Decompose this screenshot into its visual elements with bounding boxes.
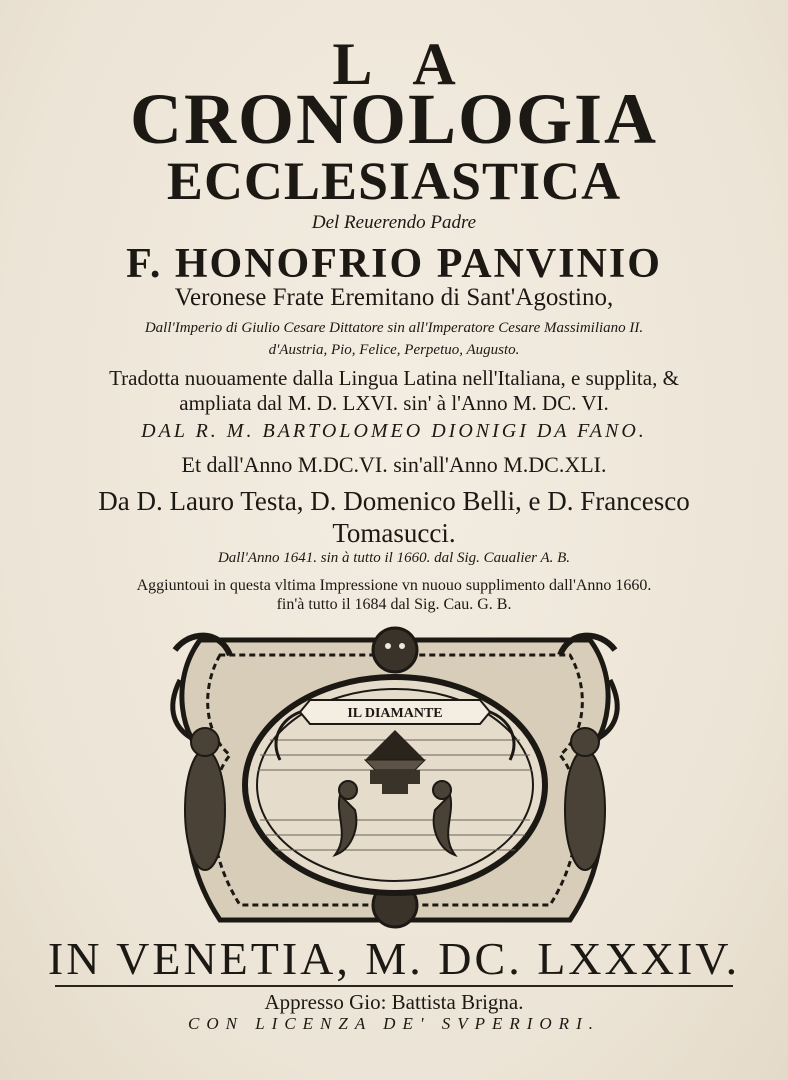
translator-line: DAL R. M. BARTOLOMEO DIONIGI DA FANO.: [141, 420, 647, 442]
imprint-rule: [55, 985, 733, 987]
translation-line-1: Tradotta nuouamente dalla Lingua Latina nell'Italiana, e supplita, &: [109, 366, 679, 390]
author-intro: Del Reuerendo Padre: [311, 212, 477, 233]
continuation-line: Et dall'Anno M.DC.VI. sin'all'Anno M.DC.XLI.: [181, 452, 607, 477]
title-la: LA: [332, 31, 496, 97]
title-cronologia: CRONOLOGIA: [129, 79, 659, 159]
device-motto: IL DIAMANTE: [347, 706, 443, 721]
imprint-license: CON LICENZA DE' SVPERIORI.: [188, 1014, 600, 1033]
translation-line-2: ampliata dal M. D. LXVI. sin' à l'Anno M. DC. VI.: [179, 391, 609, 415]
author-name: F. HONOFRIO PANVINIO: [126, 241, 662, 287]
supplement-line-1: Aggiuntoui in questa vltima Impressione vn nuouo supplimento dall'Anno 1660.: [136, 577, 652, 594]
author-description: Veronese Frate Eremitano di Sant'Agostino,: [174, 284, 614, 311]
imprint-printer: Appresso Gio: Battista Brigna.: [264, 990, 524, 1014]
later-years-line: Dall'Anno 1641. sin à tutto il 1660. dal Sig. Caualier A. B.: [217, 550, 571, 566]
scope-line-1: Dall'Imperio di Giulio Cesare Dittatore sin all'Imperatore Cesare Massimiliano II.: [144, 320, 644, 336]
continuators-line-1: Da D. Lauro Testa, D. Domenico Belli, e D. Francesco: [98, 486, 690, 516]
supplement-line-2: fin'à tutto il 1684 dal Sig. Cau. G. B.: [276, 596, 512, 613]
diamond-printers-device-icon: [160, 620, 630, 935]
title-ecclesiastica: ECCLESIASTICA: [166, 151, 622, 211]
continuators-line-2: Tomasucci.: [332, 518, 456, 548]
imprint-place-date: IN VENETIA, M. DC. LXXXIV.: [47, 933, 741, 984]
scope-line-2: d'Austria, Pio, Felice, Perpetuo, Augusto.: [268, 342, 520, 358]
